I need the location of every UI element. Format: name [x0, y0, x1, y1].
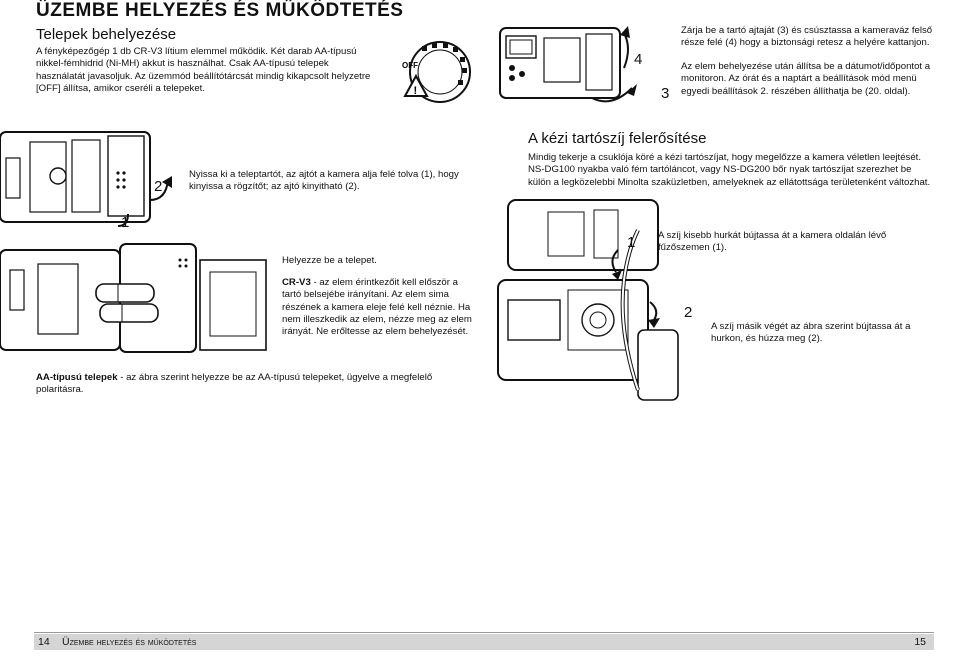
- right-page-number: 15: [914, 636, 926, 648]
- callout-number-strap-2: 2: [684, 304, 693, 321]
- aa-text: - az ábra szerint helyezze be az AA-típusú telepeket, ügyelve a megfelelő polaritásra.: [36, 372, 433, 396]
- open-door-instruction: Nyissa ki a teleptartót, az ajtót a kamera alja felé tolva (1), hogy kinyissa a rögzítőt; az ajtó kinyitható (2).: [189, 169, 459, 193]
- closing-instruction: Zárja be a tartó ajtaját (3) és csúsztassa a kameraváz felső része felé (4) hogy a biztonsági retesz a helyére kattanjon.: [681, 25, 933, 49]
- closing-note: Az elem behelyezése után állítsa be a dátumot/időpontot a monitoron. Az órát és a naptárt a beállítások mód menü egyedi beállítások 2. részében állíthatja be (20. oldal).: [681, 61, 931, 97]
- crv3-text: - az elem érintkezőit kell először a tartó belsejébe irányítani. Az elem sima részének a kamera eleje felé kell néznie. Ha nem illeszkedik az elem, nézze meg az elem irányát. Ne erőltesse az elem behelyezését.: [282, 277, 472, 338]
- section-heading-strap: A kézi tartószíj felerősítése: [528, 130, 707, 147]
- insert-battery-title: Helyezze be a telepet.: [282, 255, 377, 266]
- footer-section-title: Üzembe helyezés és működtetés: [62, 636, 197, 648]
- callout-number-3: 3: [661, 85, 670, 102]
- crv3-instruction: [282, 277, 472, 338]
- batteries-intro: A fényképezőgép 1 db CR-V3 lítium elemmel működik. Két darab AA-típusú nikkel-fémhidrid (Ni-MH) akkut is használhat. Csak AA-típusú telepek használatát javasoljuk. Az üzemmód beállítótárcsát mindig kikapcsolt helyzetre [OFF] állítsa, amikor cseréli a telepeket.: [36, 46, 371, 94]
- footer-rule: [34, 632, 934, 633]
- strap-attachment-illustration: [488, 190, 688, 430]
- left-page-number: 14: [38, 636, 50, 648]
- svg-text:!: !: [413, 85, 418, 97]
- aa-instruction: [36, 372, 461, 397]
- section-heading-batteries: Telepek behelyezése: [36, 26, 177, 43]
- strap-intro: Mindig tekerje a csuklója köré a kézi tartószíjat, hogy megelőzze a kamera véletlen leejtését. NS-DG100 nyakba való fém tartóláncot, vagy NS-DG200 bőr nyak tartószíjat szerezhet be külön a legközelebbi Minolta szaküzletben, amelyeknek az ellátottsága területenként változhat.: [528, 152, 931, 188]
- callout-number-2: 2: [154, 178, 163, 195]
- callout-number-1: 1: [121, 214, 130, 231]
- page-title: ÜZEMBE HELYEZÉS ÉS MŰKÖDTETÉS: [36, 0, 404, 21]
- strap-step-2: A szíj másik végét az ábra szerint bújtassa át a hurkon, és húzza meg (2).: [711, 321, 911, 345]
- camera-door-opening-illustration: [0, 118, 180, 228]
- strap-step-1: A szíj kisebb hurkát bújtassa át a kamera oldalán lévő fűzőszemen (1).: [658, 230, 887, 254]
- aa-term: AA-típusú telepek: [36, 372, 118, 383]
- battery-insert-illustration: [0, 240, 280, 360]
- camera-door-closing-illustration: [492, 8, 672, 113]
- mode-dial-illustration: [392, 30, 472, 100]
- crv3-term: CR-V3: [282, 277, 311, 288]
- callout-number-4: 4: [634, 51, 643, 68]
- callout-number-strap-1: 1: [627, 234, 636, 251]
- dial-off-label: OFF: [402, 61, 418, 70]
